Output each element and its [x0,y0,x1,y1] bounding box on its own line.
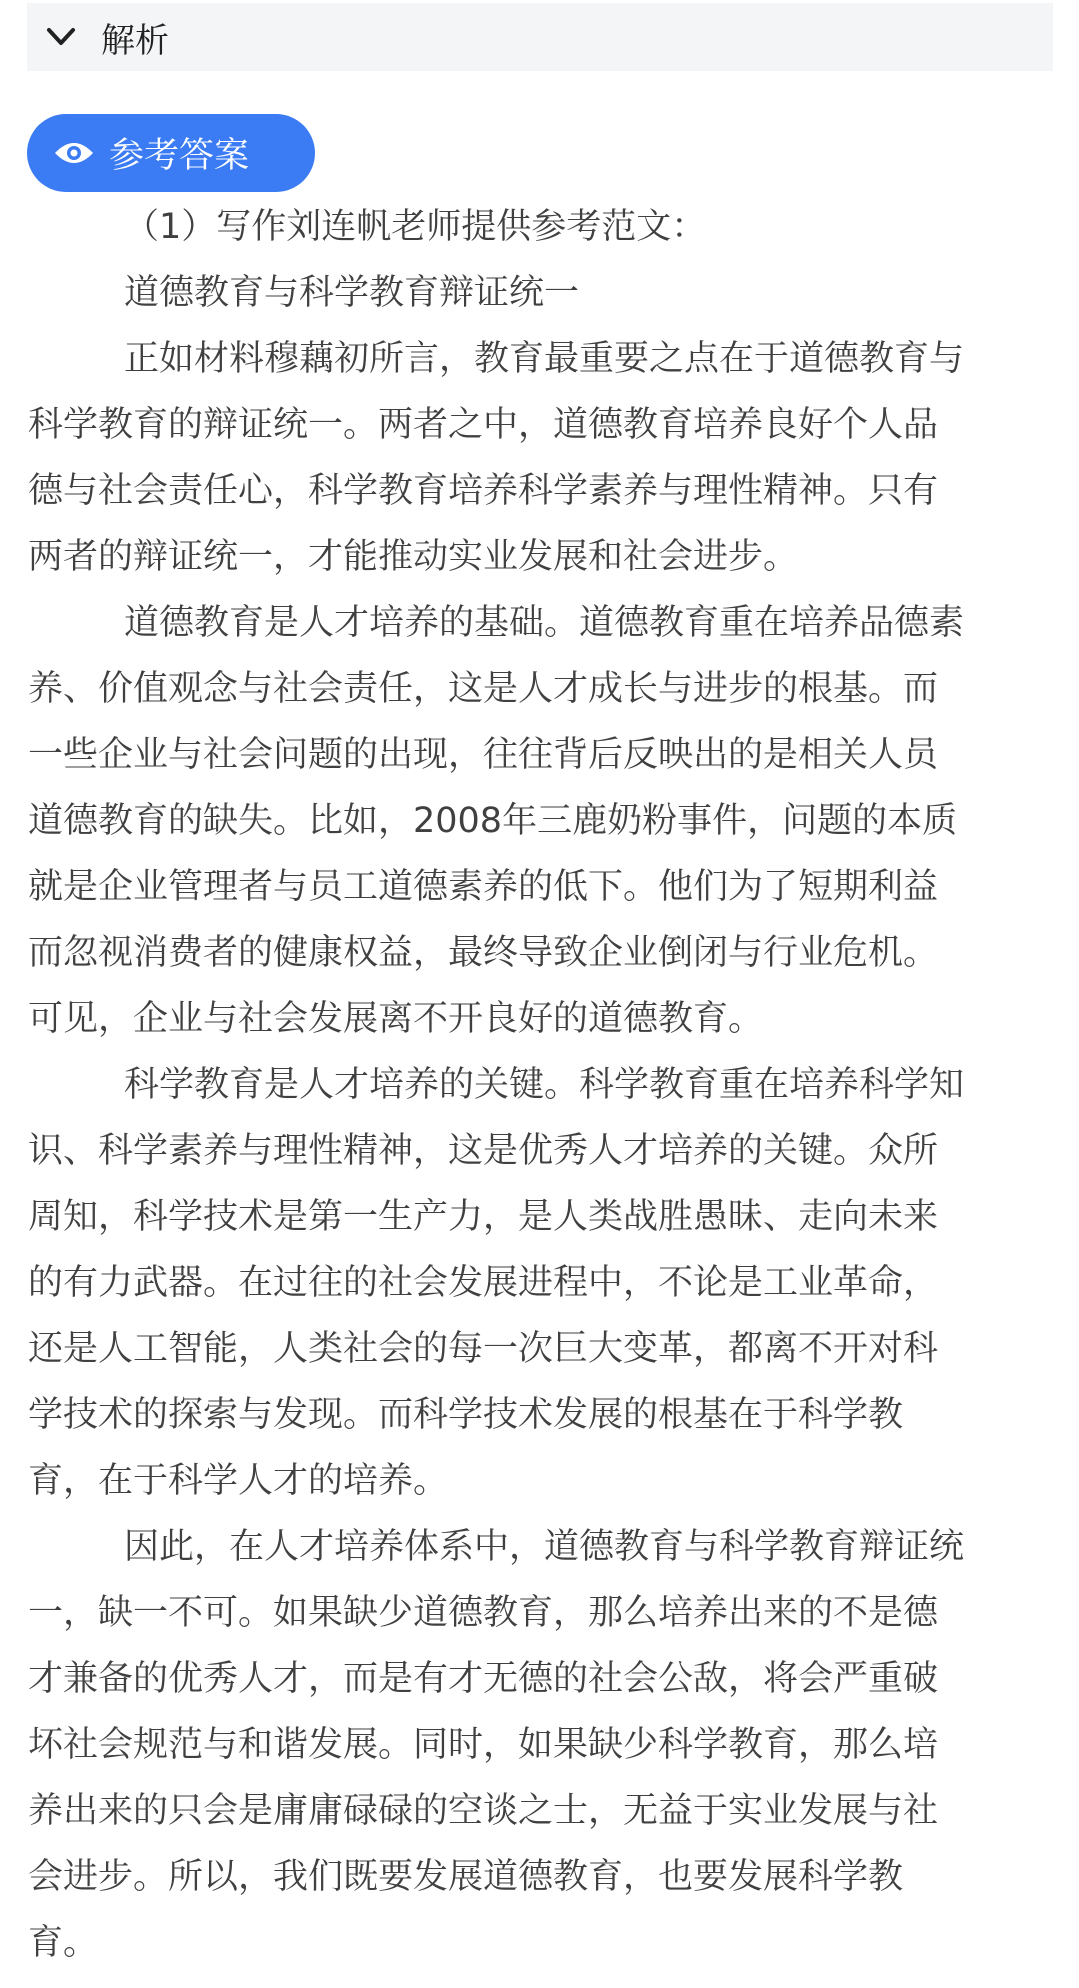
text-line: 就是企业管理者与员工道德素养的低下。他们为了短期利益 [28,867,939,907]
text-line: 育，在于科学人才的培养。 [28,1461,449,1501]
answer-content [28,194,1058,1976]
text-line: 科学教育的辩证统一。两者之中，道德教育培养良好个人品 [28,405,939,445]
text-line: （1）写作刘连帆老师提供参考范文： [124,207,707,247]
text-line: 识、科学素养与理性精神，这是优秀人才培养的关键。众所 [28,1131,939,1171]
text-line: 学技术的探索与发现。而科学技术发展的根基在于科学教 [28,1395,904,1435]
text-line: 道德教育的缺失。比如，2008年三鹿奶粉事件，问题的本质 [28,801,958,841]
text-line: 正如材料穆藕初所言，教育最重要之点在于道德教育与 [124,339,965,379]
text-line: 养、价值观念与社会责任，这是人才成长与进步的根基。而 [28,669,939,709]
text-line: 因此，在人才培养体系中，道德教育与科学教育辩证统 [124,1527,965,1567]
text-line: 可见，企业与社会发展离不开良好的道德教育。 [28,999,764,1039]
text-line: 还是人工智能，人类社会的每一次巨大变革，都离不开对科 [28,1329,939,1369]
paragraph [28,1052,1058,1514]
text-line: 周知，科学技术是第一生产力，是人类战胜愚昧、走向未来 [28,1197,939,1237]
text-line: 坏社会规范与和谐发展。同时，如果缺少科学教育，那么培 [28,1725,939,1765]
text-line: 育。 [28,1923,99,1963]
eye-icon [53,139,95,167]
text-line: 的有力武器。在过往的社会发展进程中，不论是工业革命， [28,1263,939,1303]
reference-answer-label: 参考答案 [109,136,250,176]
paragraph [28,194,1058,260]
text-line: 一些企业与社会问题的出现，往往背后反映出的是相关人员 [28,735,939,775]
section-title: 解析 [101,20,169,61]
paragraph [28,260,1058,326]
text-line: 才兼备的优秀人才，而是有才无德的社会公敌，将会严重破 [28,1659,939,1699]
text-line: 两者的辩证统一，才能推动实业发展和社会进步。 [28,537,799,577]
paragraph [28,1514,1058,1976]
text-line: 德与社会责任心，科学教育培养科学素养与理性精神。只有 [28,471,939,511]
text-line: 科学教育是人才培养的关键。科学教育重在培养科学知 [124,1065,965,1105]
paragraph [28,590,1058,1052]
reference-answer-button[interactable] [27,114,315,192]
text-line: 道德教育是人才培养的基础。道德教育重在培养品德素 [124,603,965,643]
text-line: 道德教育与科学教育辩证统一 [124,273,580,313]
text-line: 而忽视消费者的健康权益，最终导致企业倒闭与行业危机。 [28,933,939,973]
text-line: 一，缺一不可。如果缺少道德教育，那么培养出来的不是德 [28,1593,939,1633]
text-line: 会进步。所以，我们既要发展道德教育，也要发展科学教 [28,1857,904,1897]
text-line: 养出来的只会是庸庸碌碌的空谈之士，无益于实业发展与社 [28,1791,939,1831]
paragraph [28,326,1058,590]
analysis-section-header[interactable] [27,3,1053,71]
chevron-down-icon[interactable] [41,17,81,57]
